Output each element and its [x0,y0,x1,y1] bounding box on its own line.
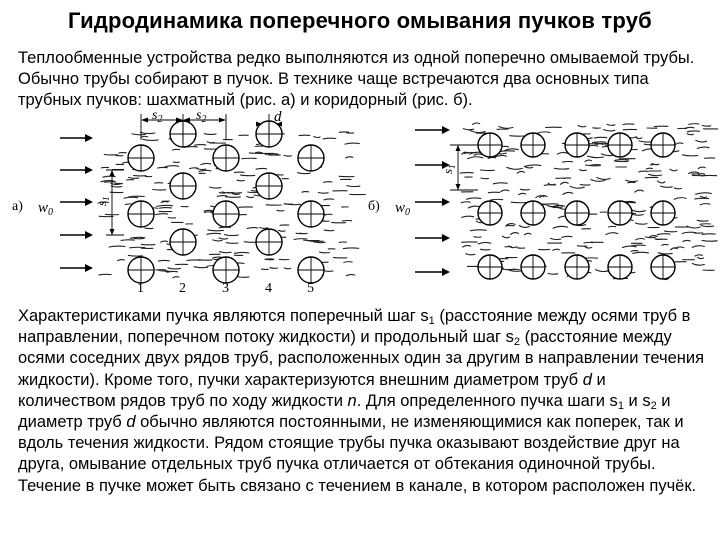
flow-streak [562,236,572,237]
flow-streak [502,236,509,238]
flow-streak [555,168,569,169]
flow-streak [260,228,268,229]
flow-streak [161,241,168,242]
flow-streak [580,170,587,171]
flow-streak [697,220,708,221]
flow-streak [661,186,673,187]
flow-streak [649,174,662,175]
flow-streak [165,166,178,167]
tube [170,173,196,199]
flow-streak [676,143,683,144]
flow-streak [207,233,221,234]
flow-streak [159,271,167,272]
flow-streak [511,202,527,203]
flow-streak [167,271,177,272]
flow-streak [635,223,647,224]
flow-streak [537,132,550,133]
flow-streak [158,167,168,168]
flow-streak [190,168,198,169]
flow-streak [109,246,125,247]
row-number: 2 [179,281,186,296]
body-paragraph: Характеристиками пучка являются поперечный шаг $s_1$ (расстояние между осями труб в направлении, поперечном потоку жидкости) и продольный шаг $s_2$ (расстояние между осями соседних двух рядов труб, расположенных один за другим в направлении течения жидкости). Кроме того, пучки характеризуются внешним диаметром труб d и количеством рядов труб по ходу жидкости n. Для определенного пучка шаги $s_1$ и $s_2$ и диаметр труб d обычно являются постоянными, не изменяющимися как поперек, так и вдоль течения жидкости. Рядом стоящие трубы пучка оказывают воздействие друг на друга, омывание отдельных труб пучка отличается от обтекания одиночной трубы. Течение в пучке может быть связано с течением в канале, в котором расположен пучёк. [18,307,705,495]
flow-streak [284,268,290,269]
flow-streak [314,137,320,138]
flow-streak [519,193,526,194]
flow-streak [639,171,648,172]
flow-streak [187,260,201,261]
flow-streak [153,190,166,191]
flow-streak [682,155,697,156]
flow-streak [201,163,211,164]
flow-streak [318,193,328,194]
flow-streak [284,155,291,156]
flow-arrows [415,126,450,276]
flow-streak [346,157,353,158]
s1-dimension-label: $s_1$ [440,164,457,174]
flow-streak [553,249,560,250]
tube [565,133,589,157]
tube [608,255,632,279]
s2-dimension-label: $s_2$ [152,110,163,125]
flow-streak [195,145,206,146]
flow-streak [210,187,221,188]
body-text [18,306,708,497]
inlet-velocity-label: $w_0$ [38,200,54,218]
tube [565,255,589,279]
flow-streak [298,173,311,174]
tube [213,145,239,171]
figure-a-label: а) [12,199,23,214]
flow-streak [103,176,115,177]
flow-streak [480,170,494,171]
tube [256,229,282,255]
flow-streak [553,226,567,228]
flow-streak [501,190,509,192]
flow-streak [700,224,711,225]
flow-streak [99,274,111,275]
flow-streak [277,210,284,211]
flow-streak [156,214,168,215]
flow-streak [614,161,628,162]
flow-streak [247,196,254,197]
flow-streak [563,192,573,194]
flow-streak [543,204,559,205]
tube [651,255,675,279]
flow-streak [524,233,531,235]
flow-streak [481,249,491,250]
flow-streak [670,169,677,171]
flow-streak [662,244,668,245]
tube [128,257,154,283]
flow-arrow [415,268,450,276]
flow-streak [696,193,712,194]
staggered-bundle-diagram [12,110,365,296]
flow-streak [615,160,629,161]
flow-streak [111,186,122,187]
tube [478,255,502,279]
flow-streak [525,165,541,166]
tube [478,133,502,157]
flow-streak [141,136,148,137]
flow-arrow [60,134,93,142]
flow-streak [695,255,702,256]
tube [478,201,502,225]
flow-streak [511,233,519,235]
flow-streak [495,155,506,156]
flow-arrow [415,126,450,134]
flow-streak [279,230,286,231]
tube [521,255,545,279]
flow-arrow [60,264,93,272]
flow-streak [633,252,649,253]
flow-streak [462,216,474,217]
tube [213,257,239,283]
flow-streak [509,246,517,248]
tube [128,201,154,227]
flow-streak [132,134,146,135]
flow-streak [204,134,216,135]
flow-streak [520,189,529,190]
flow-streak [468,157,483,159]
flow-streak [639,141,653,142]
row-number: 4 [265,281,272,296]
flow-streak [463,129,473,130]
flow-streak [461,202,470,203]
tube [521,133,545,157]
flow-streak [121,240,134,241]
flow-streak [561,182,569,184]
flow-streak [199,170,211,171]
flow-streak [302,192,309,193]
flow-streak [128,255,142,256]
flow-streak [700,196,706,197]
flow-streak [234,172,244,173]
flow-streak [255,152,261,153]
flow-streak [695,198,709,199]
flow-streak [517,171,524,173]
flow-streak [470,230,486,231]
flow-streak [345,143,359,144]
flow-streak [323,138,336,139]
flow-streak [213,240,222,241]
flow-streak [159,260,170,261]
tube [256,173,282,199]
slide-title: Гидродинамика поперечного омывания пучков труб [68,8,652,33]
flow-streak [241,175,255,176]
flow-streak [570,186,584,188]
flow-streak [124,197,138,198]
flow-streak [701,226,713,227]
d-dimension-label: d [274,110,282,125]
flow-streak [130,247,145,248]
flow-streak [143,139,158,140]
flow-streak [551,238,561,239]
flow-streak [674,198,686,200]
flow-streak [696,140,707,142]
row-numbers [137,281,314,296]
flow-streak [628,182,635,183]
flow-streak [597,178,610,180]
flow-streak [323,270,333,271]
flow-streak [658,253,672,254]
flow-streak [687,131,699,132]
flow-streak [683,240,690,241]
flow-streak [322,221,329,222]
flow-streak [161,202,168,203]
flow-streak [702,234,715,235]
tube [608,133,632,157]
flow-streak [204,210,213,211]
flow-streak [692,264,704,266]
flow-streak [585,246,592,248]
flow-streak [626,180,638,181]
tube [521,201,545,225]
flow-streak [588,156,604,157]
flow-streak [606,233,618,235]
flow-streak [563,162,573,163]
flow-streak [466,254,475,255]
flow-streak [578,126,586,127]
flow-streak [343,248,358,249]
flow-streak [631,251,638,252]
flow-streak [594,137,606,138]
flow-streak [270,268,278,269]
s1-dimension-label: $s_1$ [94,196,111,206]
tube-cross-sections [128,121,324,283]
flow-streak [585,160,592,162]
flow-streak [208,230,224,231]
flow-streak [674,188,681,189]
flow-streak [237,277,249,278]
flow-streak [519,226,529,228]
flow-streak [226,197,241,198]
flow-streak [324,182,333,183]
flow-arrow [415,198,450,206]
flow-streak [474,237,481,238]
intro-text [18,48,708,111]
flow-streak [157,205,173,206]
flow-streak [324,230,334,231]
flow-streak [493,183,507,184]
flow-streak [702,125,711,126]
flow-streak [248,192,257,193]
flow-streak [604,130,615,131]
flow-streak [509,270,521,271]
flow-streak [141,132,155,133]
flow-streak [687,134,693,135]
flow-streak [217,196,227,197]
flow-streak [460,173,473,174]
flow-streak [256,168,267,169]
flow-streak [607,124,615,125]
tube [128,145,154,171]
flow-streak [700,204,710,205]
flow-streak [632,210,646,212]
flow-arrow [415,161,450,169]
flow-streak [219,252,231,253]
inlet-velocity-label: $w_0$ [395,200,411,218]
flow-streak [657,181,665,183]
flow-streak [698,167,705,168]
flow-streak [173,277,179,278]
flow-streak [635,190,644,192]
flow-arrows [60,134,93,272]
flow-streak [160,208,172,209]
row-number: 5 [307,281,314,296]
flow-streak [474,154,482,155]
flow-streak [470,131,485,133]
flow-streak [697,147,709,148]
tube-bundle-figure [0,110,720,305]
flow-streak [507,167,522,169]
flow-streak [584,242,593,243]
flow-streak [623,124,634,125]
flow-streak [499,127,513,129]
flow-streak [344,262,352,263]
flow-streak [145,228,153,229]
flow-streak [234,252,248,253]
flow-streak [505,149,519,151]
flow-streak [657,234,670,235]
flow-streak [491,199,503,200]
flow-streak [347,186,360,187]
flow-streak [294,239,307,240]
tube [170,229,196,255]
flow-streak [320,252,330,253]
flow-streak [226,243,238,244]
tube [608,201,632,225]
flow-streak [622,246,636,247]
flow-streak [500,151,515,152]
tube [298,257,324,283]
flow-streak [692,246,704,248]
tube [298,145,324,171]
tube [298,201,324,227]
flow-streak [689,124,699,125]
flow-streak [463,245,471,247]
flow-streak [300,233,307,234]
flow-streak [472,123,479,124]
tube [651,201,675,225]
intro-paragraph: Теплообменные устройства редко выполняются из одной поперечно омываемой трубы. Обычно трубы собирают в пучок. В технике чаще встречаются два основных типа трубных пучков: шахматный (рис. а) и коридорный (рис. б). [18,49,695,109]
flow-streak [232,194,239,195]
flow-streak [481,178,489,179]
flow-streak [467,198,481,199]
flow-streak [675,247,684,248]
flow-arrow [60,198,93,206]
flow-arrow [415,234,450,242]
flow-streak [548,273,558,274]
row-number: 1 [137,281,144,296]
flow-streak [324,199,334,200]
figure-b-label: б) [368,199,380,214]
flow-streak [646,168,652,169]
flow-streak [478,242,491,244]
flow-streak [506,224,515,226]
flow-streak [557,152,567,154]
flow-streak [129,177,139,178]
flow-streak [698,257,704,258]
flow-streak [636,238,645,239]
flow-streak [247,228,258,229]
flow-streak [464,152,475,153]
tube [213,201,239,227]
flow-arrow [60,166,93,174]
flow-streak [207,142,214,143]
s2-dimension-label-2: $s_2$ [196,110,207,125]
flow-streak [702,240,717,241]
flow-streak [665,231,677,232]
flow-streak [631,214,643,216]
flow-streak [194,267,208,268]
flow-streak [237,180,245,181]
row-number: 3 [222,281,229,296]
flow-streak [168,268,180,269]
flow-streak [224,235,238,236]
flow-streak [219,238,228,239]
flow-streak [609,226,616,227]
flow-streak [488,192,499,193]
tube [565,201,589,225]
flow-arrow [60,231,93,239]
inline-bundle-diagram [368,123,718,280]
flow-streak [118,260,125,261]
tube [651,133,675,157]
flow-streak [172,149,179,150]
flow-streak [346,275,355,276]
flow-streak [682,232,696,233]
